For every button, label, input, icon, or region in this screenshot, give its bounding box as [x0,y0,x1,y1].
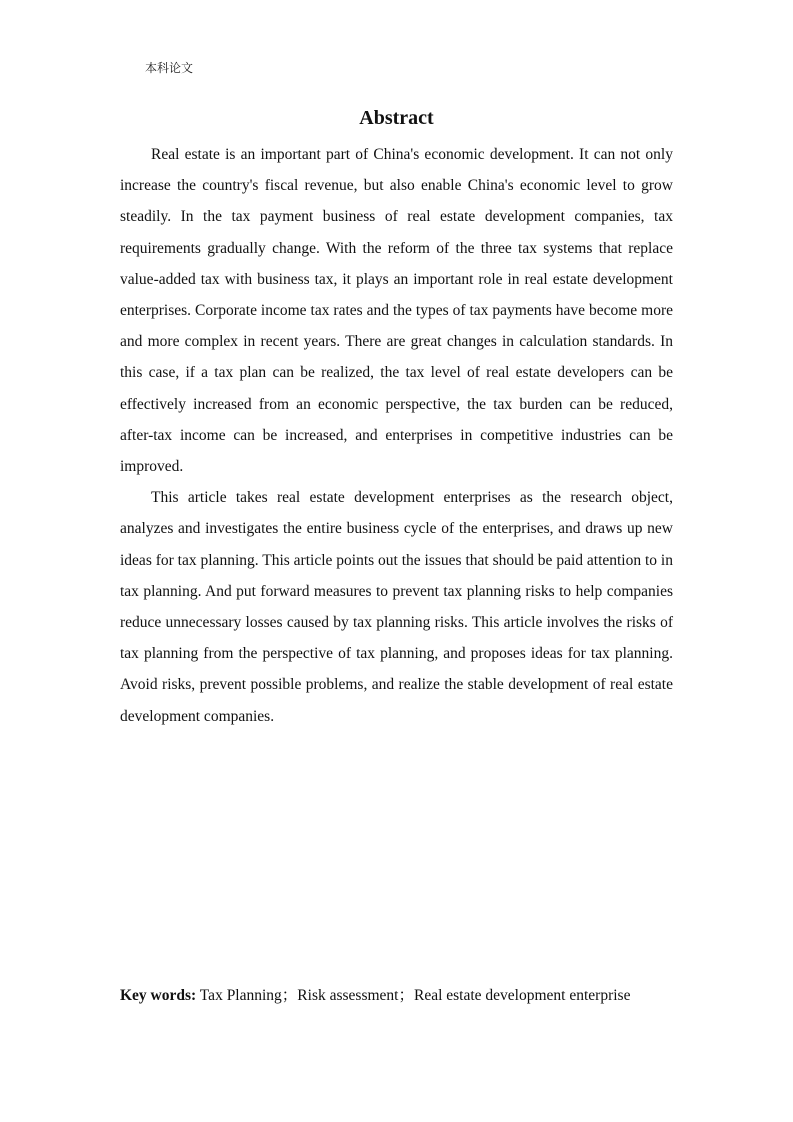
abstract-title: Abstract [359,107,434,129]
abstract-paragraph-2: This article takes real estate development enterprises as the research object, analyzes and investigates the entire business cycle of the enterprises, and draws up new ideas for tax planning. This article points out the issues that should be paid attention to in tax planning. And put forward measures to prevent tax planning risks to help companies reduce unnecessary losses caused by tax planning risks. This article involves the risks of tax planning from the perspective of tax planning, and proposes ideas for tax planning. Avoid risks, prevent possible problems, and realize the stable development of real estate development companies. [120,489,673,725]
keywords-text: Tax Planning；Risk assessment；Real estate development enterprise [196,987,631,1004]
keywords-label: Key words: [120,987,197,1004]
abstract-body [120,139,673,732]
abstract-paragraph-1: Real estate is an important part of China's economic development. It can not only increase the country's fiscal revenue, but also enable China's economic level to grow steadily. In the tax payment business of real estate development companies, tax requirements gradually change. With the reform of the three tax systems that replace value-added tax with business tax, it plays an important role in real estate development enterprises. Corporate income tax rates and the types of tax payments have become more and more complex in recent years. There are great changes in calculation standards. In this case, if a tax plan can be realized, the tax level of real estate developers can be effectively increased from an economic perspective, the tax burden can be reduced, after-tax income can be increased, and enterprises in competitive industries can be improved. [120,146,673,476]
keywords-line [120,985,720,1007]
running-header: 本科论文 [145,61,194,75]
